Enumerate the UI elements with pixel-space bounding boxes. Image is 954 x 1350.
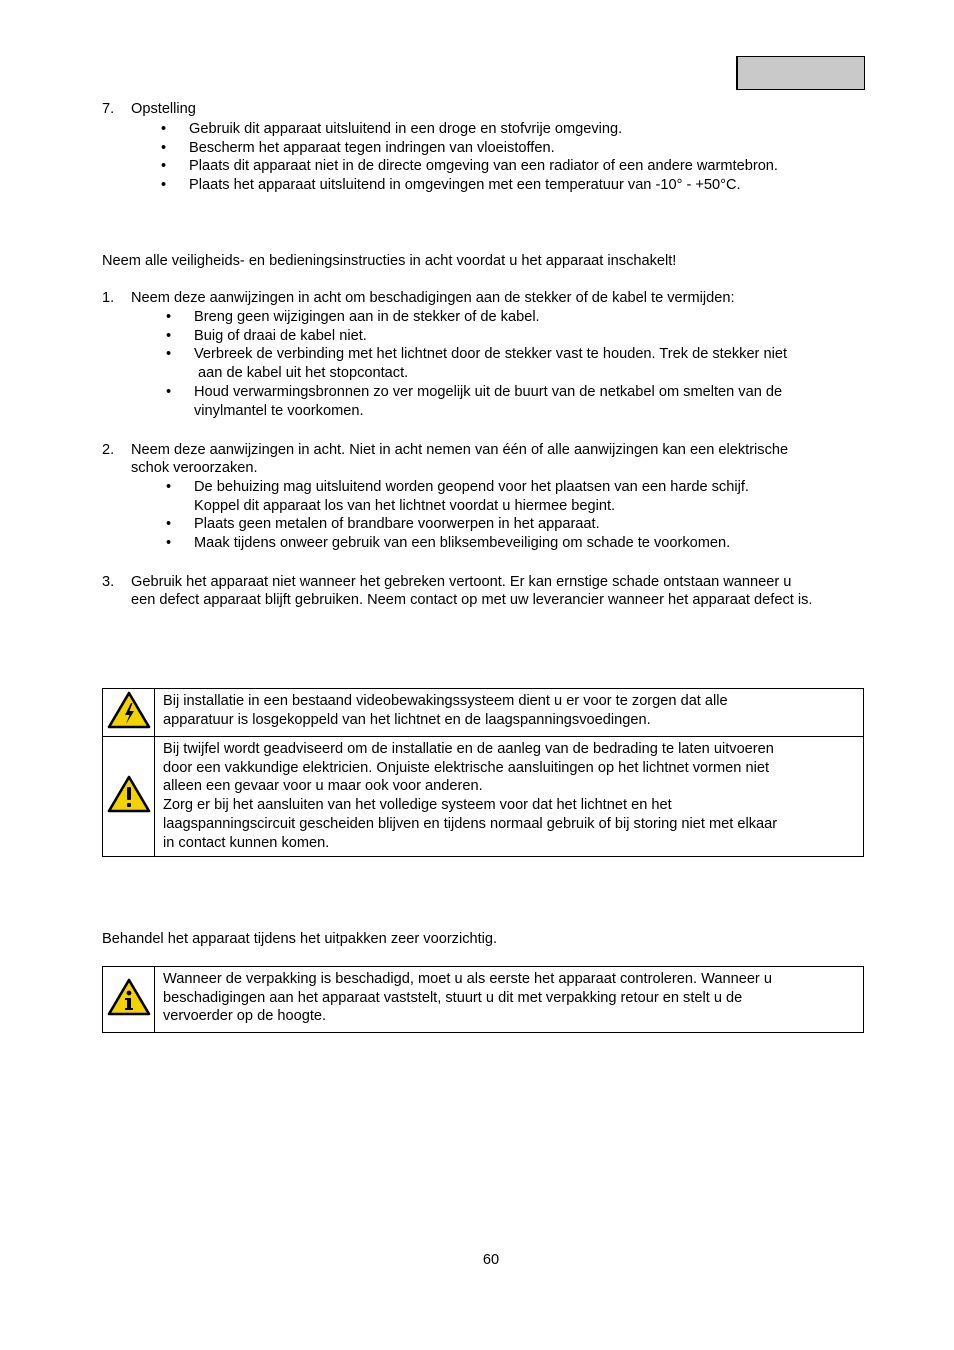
item-2-text-line1: Neem deze aanwijzingen in acht. Niet in acht nemen van één of alle aanwijzingen kan een elektrische	[131, 442, 789, 458]
list-item: • Houd verwarmingsbronnen zo ver mogelijk uit de buurt van de netkabel om smelten van de	[166, 383, 783, 400]
item-3-number: 3.	[102, 574, 115, 590]
section-7-title: Opstelling	[131, 101, 196, 117]
list-item: • Maak tijdens onweer gebruik van een bliksembeveiliging om schade te voorkomen.	[166, 535, 731, 552]
item-3-text-line2: een defect apparaat blijft gebruiken. Neem contact op met uw leverancier wanneer het apparaat defect is.	[131, 592, 813, 608]
list-item: • De behuizing mag uitsluitend worden geopend voor het plaatsen van een harde schijf.	[166, 479, 749, 495]
warning-icon-cell	[103, 689, 155, 737]
section-7-bullets	[161, 120, 778, 195]
section-7-number: 7.	[102, 101, 115, 117]
unpack-text: Behandel het apparaat tijdens het uitpakken zeer voorzichtig.	[102, 931, 498, 947]
item-1-text: Neem deze aanwijzingen in acht om beschadigingen aan de stekker of de kabel te vermijden:	[131, 290, 735, 306]
electric-hazard-icon	[106, 690, 152, 730]
list-item-continuation: vinylmantel te voorkomen.	[194, 402, 364, 419]
item-1-number: 1.	[102, 290, 115, 306]
warning-row	[103, 737, 864, 857]
item-2-bullets	[166, 478, 749, 553]
item-2-text-line2: schok veroorzaken.	[131, 460, 258, 476]
warning-icon-cell	[103, 967, 155, 1033]
list-item-continuation: Koppel dit apparaat los van het lichtnet voordat u hiermee begint.	[194, 497, 616, 514]
warning-icon-cell	[103, 737, 155, 857]
list-item: • Plaats het apparaat uitsluitend in omgevingen met een temperatuur van -10° - +50°C.	[161, 177, 741, 194]
exclamation-warning-icon	[106, 774, 152, 814]
list-item: • Verbreek de verbinding met het lichtnet door de stekker vast te houden. Trek de stekker niet	[166, 346, 788, 363]
list-item-continuation: aan de kabel uit het stopcontact.	[194, 365, 409, 382]
installation-warning-table	[102, 688, 864, 857]
list-item: • Plaats geen metalen of brandbare voorwerpen in het apparaat.	[166, 516, 600, 533]
list-item: • Buig of draai de kabel niet.	[166, 327, 367, 344]
warning-row	[103, 967, 864, 1033]
safety-intro: Neem alle veiligheids- en bedieningsinstructies in acht voordat u het apparaat inschakelt!	[102, 253, 677, 269]
list-item: • Plaats dit apparaat niet in de directe omgeving van een radiator of een andere warmtebron.	[161, 158, 778, 175]
warning-text-cell: Bij twijfel wordt geadviseerd om de installatie en de aanleg van de bedrading te laten uitvoeren door een vakkundige elektricien. Onjuiste elektrische aansluitingen op het lichtnet vormen niet alleen een gevaar voor u maar ook voor anderen. Zorg er bij het aansluiten van het volledige systeem voor dat het lichtnet en het laagspanningscircuit gescheiden blijven en tijdens normaal gebruik of bij storing niet met elkaar in contact kunnen komen.	[155, 737, 864, 857]
page-number: 60	[482, 1252, 500, 1268]
warning-text-cell: Bij installatie in een bestaand videobewakingssysteem dient u er voor te zorgen dat alle apparatuur is losgekoppeld van het lichtnet en de laagspanningsvoedingen.	[155, 689, 864, 737]
list-item: • Bescherm het apparaat tegen indringen van vloeistoffen.	[161, 139, 555, 156]
language-tab	[736, 56, 865, 90]
list-item: • Breng geen wijzigingen aan in de stekker of de kabel.	[166, 309, 540, 325]
warning-row	[103, 689, 864, 737]
item-1-bullets	[166, 308, 788, 420]
item-2-number: 2.	[102, 442, 115, 458]
list-item: • Gebruik dit apparaat uitsluitend in een droge en stofvrije omgeving.	[161, 121, 623, 137]
unpacking-warning-table	[102, 966, 864, 1033]
item-3-text-line1: Gebruik het apparaat niet wanneer het gebreken vertoont. Er kan ernstige schade ontstaan wanneer u	[131, 574, 792, 590]
info-warning-icon	[106, 977, 152, 1017]
warning-text-cell: Wanneer de verpakking is beschadigd, moet u als eerste het apparaat controleren. Wanneer u beschadigingen aan het apparaat vaststelt, stuurt u dit met verpakking retour en stelt u de vervoerder op de hoogte.	[155, 967, 864, 1033]
